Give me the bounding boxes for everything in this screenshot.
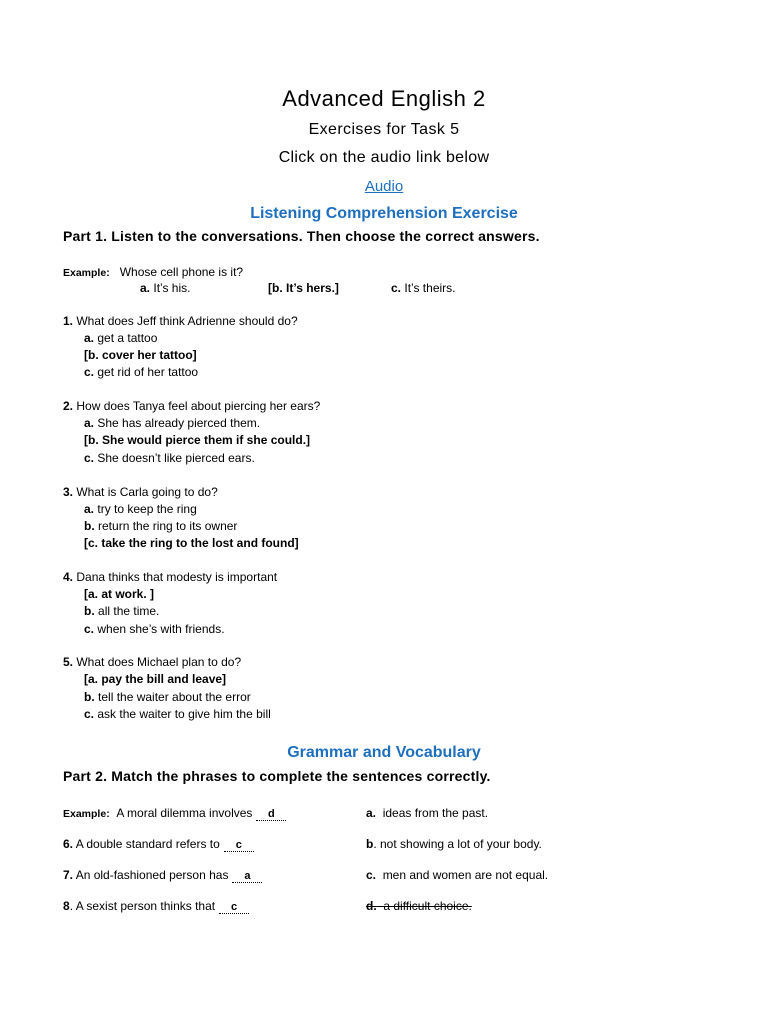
example-option-a: a. It’s his.	[140, 281, 191, 295]
part2-instruction: Part 2. Match the phrases to complete the sentences correctly.	[63, 768, 491, 784]
grammar-heading: Grammar and Vocabulary	[287, 744, 481, 761]
question-1: 1. What does Jeff think Adrienne should do?	[63, 314, 298, 328]
answer-blank: a	[232, 870, 262, 883]
example-label: Example:	[63, 267, 110, 279]
grammar-item-6: 6. A double standard refers to c	[63, 837, 254, 852]
q4-option-a-answer: [a. at work. ]	[84, 587, 155, 601]
page-title: Advanced English 2	[282, 86, 486, 111]
example-option-c: c. It’s theirs.	[391, 281, 456, 295]
answer-blank: c	[219, 901, 249, 914]
page-subtitle: Exercises for Task 5	[308, 121, 460, 138]
answer-blank: d	[256, 808, 286, 821]
q5-option-b: b. tell the waiter about the error	[84, 690, 251, 704]
q4-option-c: c. when she’s with friends.	[84, 622, 225, 636]
q2-option-b-answer: [b. She would pierce them if she could.]	[84, 433, 311, 447]
question-3: 3. What is Carla going to do?	[63, 485, 218, 499]
q3-option-b: b. return the ring to its owner	[84, 519, 238, 533]
answer-blank: c	[224, 839, 254, 852]
question-5: 5. What does Michael plan to do?	[63, 655, 242, 669]
example-question: Whose cell phone is it?	[119, 265, 244, 279]
question-4: 4. Dana thinks that modesty is important	[63, 570, 278, 584]
example-question-line	[63, 265, 243, 279]
listening-heading: Listening Comprehension Exercise	[250, 205, 518, 222]
q1-option-a: a. get a tattoo	[84, 331, 158, 345]
q2-option-a: a. She has already pierced them.	[84, 416, 261, 430]
q5-option-c: c. ask the waiter to give him the bill	[84, 707, 271, 721]
example-option-b: [b. It’s hers.]	[268, 281, 339, 295]
question-2: 2. How does Tanya feel about piercing her ears?	[63, 399, 321, 413]
grammar-example: Example: A moral dilemma involves d	[63, 806, 286, 821]
q3-option-c-answer: [c. take the ring to the lost and found]	[84, 536, 299, 550]
q4-option-b: b. all the time.	[84, 604, 160, 618]
q5-option-a-answer: [a. pay the bill and leave]	[84, 672, 227, 686]
q2-option-c: c. She doesn’t like pierced ears.	[84, 451, 255, 465]
q3-option-a: a. try to keep the ring	[84, 502, 197, 516]
choice-b: b. not showing a lot of your body.	[366, 837, 542, 851]
grammar-item-7: 7. An old-fashioned person has a	[63, 868, 262, 883]
q1-option-c: c. get rid of her tattoo	[84, 365, 199, 379]
audio-link-container	[0, 178, 768, 195]
choice-d-used: d. a difficult choice.	[366, 899, 472, 913]
audio-instruction: Click on the audio link below	[278, 149, 490, 166]
choice-c: c. men and women are not equal.	[366, 868, 549, 882]
part1-instruction: Part 1. Listen to the conversations. Then choose the correct answers.	[63, 228, 540, 244]
audio-link[interactable]: Audio	[364, 178, 404, 195]
grammar-item-8: 8. A sexist person thinks that c	[63, 899, 249, 914]
choice-a: a. ideas from the past.	[366, 806, 489, 820]
q1-option-b-answer: [b. cover her tattoo]	[84, 348, 197, 362]
